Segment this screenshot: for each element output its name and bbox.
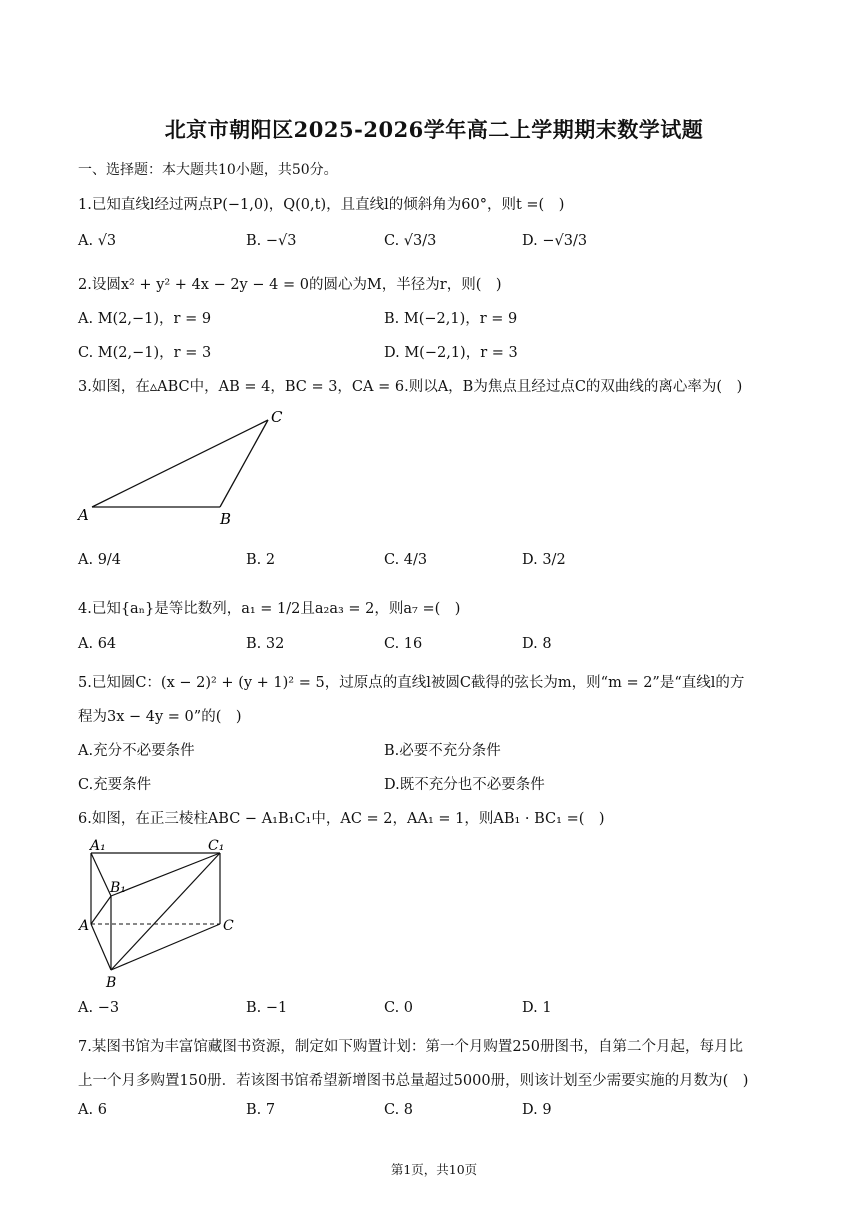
question-4-option-d: D. 8 [522,636,552,652]
exam-title: 北京市朝阳区2025-2026学年高二上学期期末数学试题 [164,117,704,142]
question-5-stem-line-2: 程为3x − 4y = 0”的( ) [78,709,242,725]
question-6-stem: 6.如图，在正三棱柱ABC − A₁B₁C₁中，AC = 2，AA₁ = 1，则AB₁ · BC₁ =( ) [78,811,605,827]
q3-label-b: B [220,510,232,528]
question-3-option-c: C. 4/3 [384,552,428,568]
page-footer: 第1页，共10页 [390,1162,478,1177]
question-4-option-a: A. 64 [78,636,117,652]
q6-label-b: B [106,975,117,991]
question-6-option-c: C. 0 [384,1000,414,1016]
question-5-stem-line-1: 5.已知圆C：(x − 2)² + (y + 1)² = 5，过原点的直线l被圆C截得的弦长为m，则“m = 2”是“直线l的方 [78,675,745,691]
question-5-option-b: B.必要不充分条件 [384,743,501,759]
question-7-option-b: B. 7 [246,1102,276,1118]
question-4-stem: 4.已知{aₙ}是等比数列，a₁ = 1/2且a₂a₃ = 2，则a₇ =( ) [78,601,461,617]
question-2-option-c: C. M(2,−1)，r = 3 [78,345,212,361]
q3-label-a: A [78,506,89,524]
question-7-option-d: D. 9 [522,1102,552,1118]
question-1-option-a: A. √3 [78,233,117,249]
q6-label-b1: B₁ [110,880,126,896]
question-5-option-d: D.既不充分也不必要条件 [384,777,545,793]
question-5-option-a: A.充分不必要条件 [78,743,195,759]
question-2-option-a: A. M(2,−1)，r = 9 [78,311,212,327]
q6-label-c1: C₁ [208,838,225,854]
question-2-stem: 2.设圆x² + y² + 4x − 2y − 4 = 0的圆心为M，半径为r，则( ) [78,277,502,293]
question-3-stem: 3.如图，在▵ABC中，AB = 4，BC = 3，CA = 6.则以A，B为焦点且经过点C的双曲线的离心率为( ) [78,379,743,395]
q6-label-c: C [223,918,234,934]
question-1-stem: 1.已知直线l经过两点P(−1,0)，Q(0,t)，且直线l的倾斜角为60°，则t =( ) [78,197,565,213]
question-4-option-c: C. 16 [384,636,423,652]
q6-label-a1: A₁ [90,838,106,854]
question-7-stem-line-2: 上一个月多购置150册．若该图书馆希望新增图书总量超过5000册，则该计划至少需要实施的月数为( ) [78,1073,749,1089]
question-2-option-d: D. M(−2,1)，r = 3 [384,345,518,361]
section-heading: 一、选择题：本大题共10小题，共50分。 [78,162,338,178]
q3-label-c: C [271,408,283,426]
question-1-option-d: D. −√3/3 [522,233,588,249]
question-2-option-b: B. M(−2,1)，r = 9 [384,311,518,327]
question-3-option-d: D. 3/2 [522,552,566,568]
question-7-option-c: C. 8 [384,1102,414,1118]
question-7-option-a: A. 6 [78,1102,107,1118]
question-6-option-b: B. −1 [246,1000,288,1016]
question-3-option-b: B. 2 [246,552,276,568]
question-5-option-c: C.充要条件 [78,777,152,793]
question-6-option-d: D. 1 [522,1000,552,1016]
question-6-figure [74,834,254,994]
question-1-option-b: B. −√3 [246,233,297,249]
question-6-option-a: A. −3 [78,1000,120,1016]
q6-label-a: A [79,918,90,934]
question-3-figure [70,402,300,532]
question-1-option-c: C. √3/3 [384,233,437,249]
question-4-option-b: B. 32 [246,636,285,652]
question-3-option-a: A. 9/4 [78,552,122,568]
question-7-stem-line-1: 7.某图书馆为丰富馆藏图书资源，制定如下购置计划：第一个月购置250册图书，自第二个月起，每月比 [78,1039,744,1055]
